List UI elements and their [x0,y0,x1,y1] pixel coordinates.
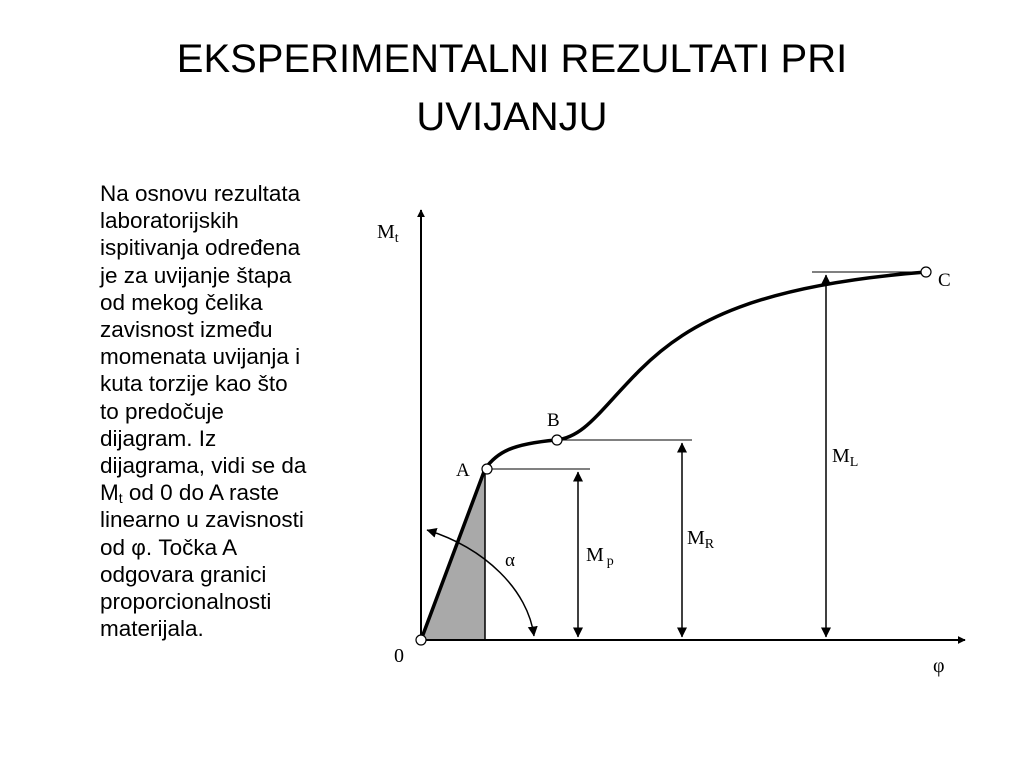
point-c-label: C [938,270,951,291]
point-a-label: A [456,460,470,481]
text-line: zavisnost između [100,317,273,343]
title-line-2: UVIJANJU [416,95,608,139]
point-b [552,435,562,445]
text-line: odgovara granici [100,561,267,587]
y-axis-label: $M_t$ [377,221,399,246]
text-line: dijagrama, vidi se da [100,453,307,479]
mr-label: $M_R$ [687,527,715,552]
point-c [921,267,931,277]
text-line: to predočuje [100,398,224,424]
text-line: proporcionalnosti [100,589,272,615]
ml-label: $M_L$ [832,445,859,470]
mp-label: M $_p$ [586,544,614,569]
mt-symbol: M [100,480,119,506]
title-line-1: EKSPERIMENTALNI REZULTATI PRI [176,37,848,81]
text-line: kuta torzije kao što [100,371,288,397]
point-origin [416,635,426,645]
text-line: linearno u zavisnosti [100,507,304,533]
point-b-label: B [547,410,560,431]
text-line: laboratorijskih [100,208,239,234]
text-line: je za uvijanje štapa [100,262,292,288]
text-line: ispitivanja određena [100,235,301,261]
alpha-label: α [505,550,515,571]
text-line: momenata uvijanja i [100,344,301,370]
text-line: dijagram. Iz [100,425,217,451]
x-axis-label: φ [933,655,945,677]
point-a [482,464,492,474]
text-line: materijala. [100,616,204,642]
text-line: Na osnovu rezultata [100,181,301,206]
mt-text: od 0 do A raste [122,480,280,506]
origin-label: 0 [394,645,404,667]
text-line: od mekog čelika [100,289,263,315]
text-line: od φ. Točka A [100,534,238,560]
mt-subscript: t [118,490,123,507]
